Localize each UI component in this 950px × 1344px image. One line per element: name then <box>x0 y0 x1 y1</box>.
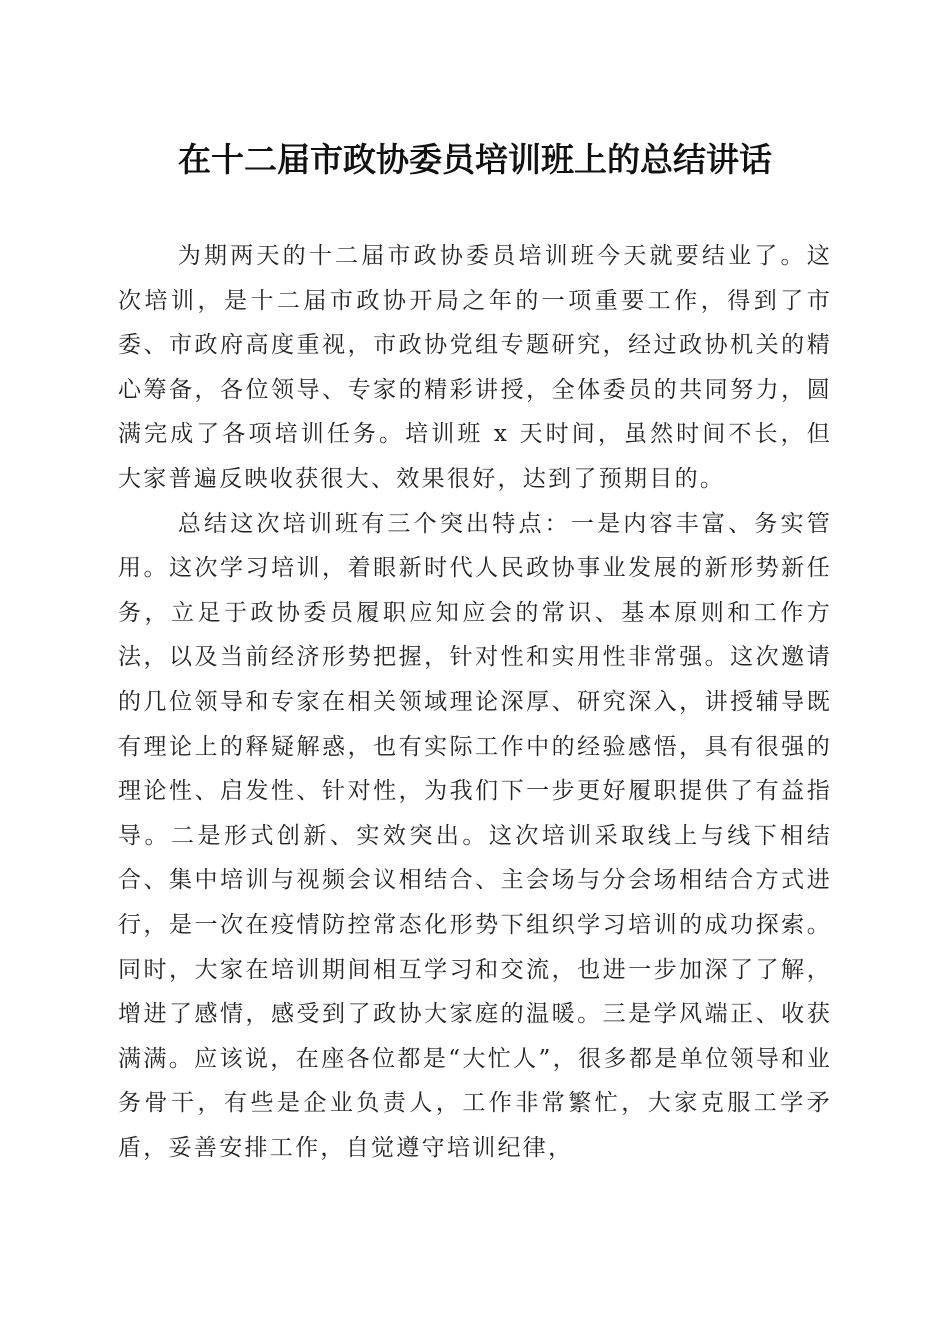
paragraph-2: 总结这次培训班有三个突出特点：一是内容丰富、务实管用。这次学习培训，着眼新时代人民政协事业发展的新形势新任务，立足于政协委员履职应知应会的常识、基本原则和工作方法，以及当前经济形势把握，针对性和实用性非常强。这次邀请的几位领导和专家在相关领域理论深厚、研究深入，讲授辅导既有理论上的释疑解惑，也有实际工作中的经验感悟，具有很强的理论性、启发性、针对性，为我们下一步更好履职提供了有益指导。二是形式创新、实效突出。这次培训采取线上与线下相结合、集中培训与视频会议相结合、主会场与分会场相结合方式进行，是一次在疫情防控常态化形势下组织学习培训的成功探索。同时，大家在培训期间相互学习和交流，也进一步加深了了解，增进了感情，感受到了政协大家庭的温暖。三是学风端正、收获满满。应该说，在座各位都是“大忙人”，很多都是单位领导和业务骨干，有些是企业负责人，工作非常繁忙，大家克服工学矛盾，妥善安排工作，自觉遵守培训纪律， <box>118 510 832 1161</box>
document-title: 在十二届市政协委员培训班上的总结讲话 <box>178 140 772 179</box>
document-body <box>118 234 832 1170</box>
paragraph-1: 为期两天的十二届市政协委员培训班今天就要结业了。这次培训，是十二届市政协开局之年的一项重要工作，得到了市委、市政府高度重视，市政协党组专题研究，经过政协机关的精心筹备，各位领导、专家的精彩讲授，全体委员的共同努力，圆满完成了各项培训任务。培训班 x 天时间，虽然时间不长，但大家普遍反映收获很大、效果很好，达到了预期目的。 <box>118 243 832 492</box>
